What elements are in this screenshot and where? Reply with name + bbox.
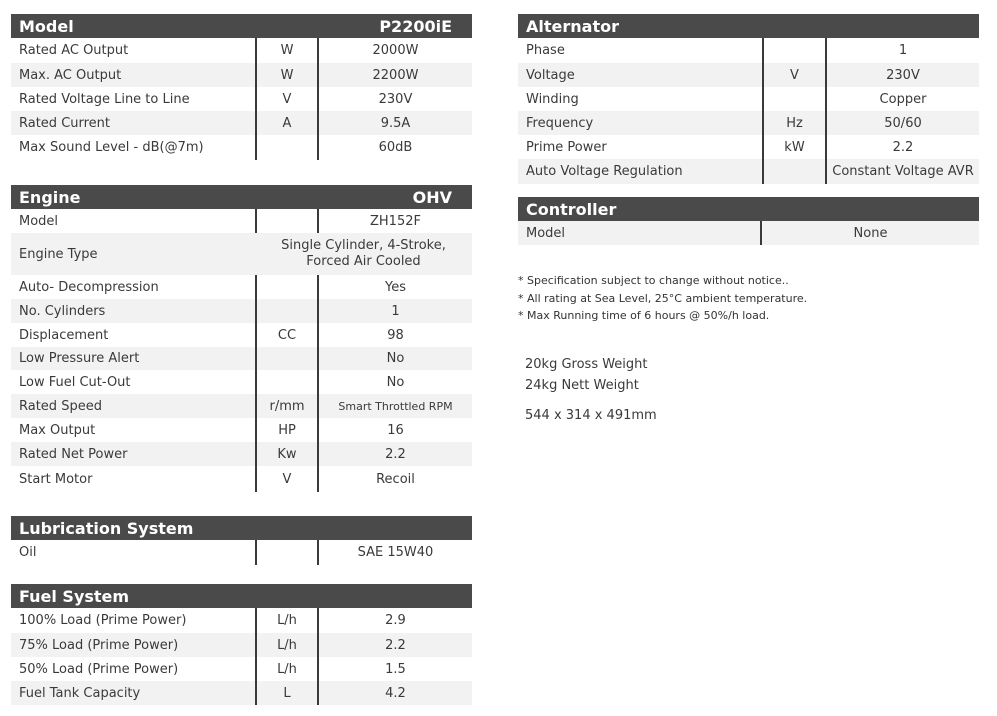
table-row (11, 323, 472, 347)
table-row (518, 38, 979, 63)
row-unit (255, 347, 319, 370)
row-label: Rated AC Output (19, 43, 129, 58)
row-unit (255, 370, 319, 394)
row-label: Winding (526, 91, 579, 107)
row-label: Rated Current (19, 115, 111, 131)
row-label: Max Sound Level - dB(@7m) (19, 140, 204, 155)
footnote: * Max Running time of 6 hours @ 50%/h load. (518, 309, 770, 322)
row-label: Max. AC Output (19, 67, 122, 83)
fuel-header-title: Fuel System (19, 586, 130, 606)
row-label: Rated Voltage Line to Line (19, 91, 190, 107)
row-label: 50% Load (Prime Power) (19, 661, 179, 677)
controller-header (518, 197, 979, 221)
row-value: 1.5 (385, 661, 406, 677)
row-unit (255, 540, 319, 565)
row-unit: HP (255, 418, 319, 442)
table-row (11, 370, 472, 394)
row-unit (762, 87, 827, 111)
row-unit: V (255, 87, 319, 111)
row-unit: L/h (255, 633, 319, 657)
footnote: * All rating at Sea Level, 25°C ambient temperature. (518, 291, 808, 305)
row-unit: A (255, 111, 319, 135)
table-row (11, 135, 472, 160)
table-row (518, 63, 979, 87)
row-unit (762, 159, 827, 184)
row-value: 4.2 (385, 685, 406, 701)
row-value: None (853, 225, 888, 241)
table-row (11, 111, 472, 135)
table-row (518, 135, 979, 159)
row-label: Rated Net Power (19, 446, 128, 462)
row-value: 1 (898, 43, 908, 58)
table-row (11, 299, 472, 323)
row-unit (255, 209, 319, 233)
table-row (11, 681, 472, 705)
row-value: No (386, 351, 405, 366)
controller-table (518, 197, 979, 245)
row-unit: W (255, 63, 319, 87)
engine-type-value: Single Cylinder, 4-Stroke, Forced Air Cooled (281, 238, 446, 269)
table-row (11, 347, 472, 370)
table-row (518, 111, 979, 135)
row-value: 2.2 (892, 139, 914, 155)
table-row (11, 466, 472, 492)
row-label: Engine Type (19, 246, 98, 262)
row-value: SAE 15W40 (357, 545, 434, 560)
row-value: 50/60 (884, 115, 922, 131)
row-unit: r/mm (255, 394, 319, 418)
row-unit (255, 135, 319, 160)
row-value: 1 (391, 303, 400, 319)
row-value: Recoil (376, 471, 415, 487)
table-row (11, 209, 472, 233)
gross-weight: 20kg Gross Weight (525, 357, 648, 372)
row-unit (255, 299, 319, 323)
row-label: Auto- Decompression (19, 279, 159, 295)
row-unit: kW (762, 135, 827, 159)
engine-header (11, 185, 472, 209)
row-label: Model (518, 221, 762, 245)
table-row (518, 87, 979, 111)
row-label: 100% Load (Prime Power) (19, 613, 187, 628)
dimensions: 544 x 314 x 491mm (525, 408, 657, 423)
alternator-header (518, 14, 979, 38)
nett-weight: 24kg Nett Weight (525, 378, 639, 393)
row-label: Displacement (19, 327, 109, 343)
row-label: 75% Load (Prime Power) (19, 637, 179, 653)
row-value: 2000W (372, 43, 419, 58)
row-value: 230V (886, 67, 920, 83)
row-unit: W (255, 38, 319, 63)
row-value: Constant Voltage AVR (832, 164, 974, 179)
model-header (11, 14, 472, 38)
row-label: Fuel Tank Capacity (19, 685, 141, 701)
row-value: 2.2 (385, 637, 406, 653)
row-value: Yes (385, 279, 406, 295)
row-label: Auto Voltage Regulation (526, 164, 683, 179)
table-row (11, 608, 472, 633)
row-label: Frequency (526, 115, 594, 131)
row-unit: L/h (255, 608, 319, 633)
row-value: 60dB (378, 140, 413, 155)
row-label: Max Output (19, 422, 96, 438)
table-row (11, 87, 472, 111)
lubrication-header-title: Lubrication System (19, 518, 194, 538)
row-label: Low Fuel Cut-Out (19, 374, 131, 390)
table-row (11, 657, 472, 681)
model-header-title: Model (19, 16, 74, 36)
table-row (11, 418, 472, 442)
table-row (11, 633, 472, 657)
row-label: No. Cylinders (19, 303, 106, 319)
engine-table (11, 185, 472, 492)
row-value (255, 233, 472, 275)
row-unit (762, 38, 827, 63)
row-label: Rated Speed (19, 398, 102, 414)
row-unit: V (762, 63, 827, 87)
row-label: Model (19, 213, 59, 229)
row-label: Start Motor (19, 471, 93, 487)
row-value: 16 (387, 422, 404, 438)
footnotes (518, 272, 807, 325)
row-label: Voltage (526, 67, 575, 83)
table-row (11, 63, 472, 87)
row-unit: V (255, 466, 319, 492)
row-value: Copper (879, 91, 927, 107)
row-value: 2.9 (385, 613, 406, 628)
row-value: 230V (378, 91, 413, 107)
row-unit (255, 275, 319, 299)
row-label: Low Pressure Alert (19, 351, 140, 366)
controller-header-title: Controller (526, 199, 617, 219)
alternator-table (518, 14, 979, 184)
row-label: Prime Power (526, 139, 607, 155)
row-value: 2.2 (385, 446, 406, 462)
row-unit: L (255, 681, 319, 705)
footnote: * Specification subject to change without notice.. (518, 274, 789, 287)
model-table (11, 14, 472, 160)
alternator-header-title: Alternator (526, 16, 619, 36)
table-row (11, 394, 472, 418)
row-unit: Hz (762, 111, 827, 135)
row-value: 9.5A (380, 115, 411, 131)
row-value: No (386, 374, 405, 390)
fuel-header (11, 584, 472, 608)
engine-header-value: OHV (412, 187, 452, 207)
table-row (11, 233, 472, 275)
row-value: Smart Throttled RPM (338, 399, 453, 413)
row-unit: L/h (255, 657, 319, 681)
lubrication-table (11, 516, 472, 565)
row-unit: Kw (255, 442, 319, 466)
row-value: 98 (387, 327, 404, 343)
row-value: ZH152F (370, 213, 421, 229)
lubrication-header (11, 516, 472, 540)
row-value: 2200W (372, 67, 419, 83)
row-label: Phase (526, 43, 565, 58)
table-row (11, 442, 472, 466)
table-row (11, 275, 472, 299)
row-label: Oil (19, 545, 37, 560)
table-row (11, 38, 472, 63)
table-row (11, 540, 472, 565)
table-row (518, 221, 979, 245)
fuel-table (11, 584, 472, 705)
engine-header-title: Engine (19, 187, 81, 207)
model-header-value: P2200iE (379, 16, 452, 36)
table-row (518, 159, 979, 184)
row-unit: CC (255, 323, 319, 347)
